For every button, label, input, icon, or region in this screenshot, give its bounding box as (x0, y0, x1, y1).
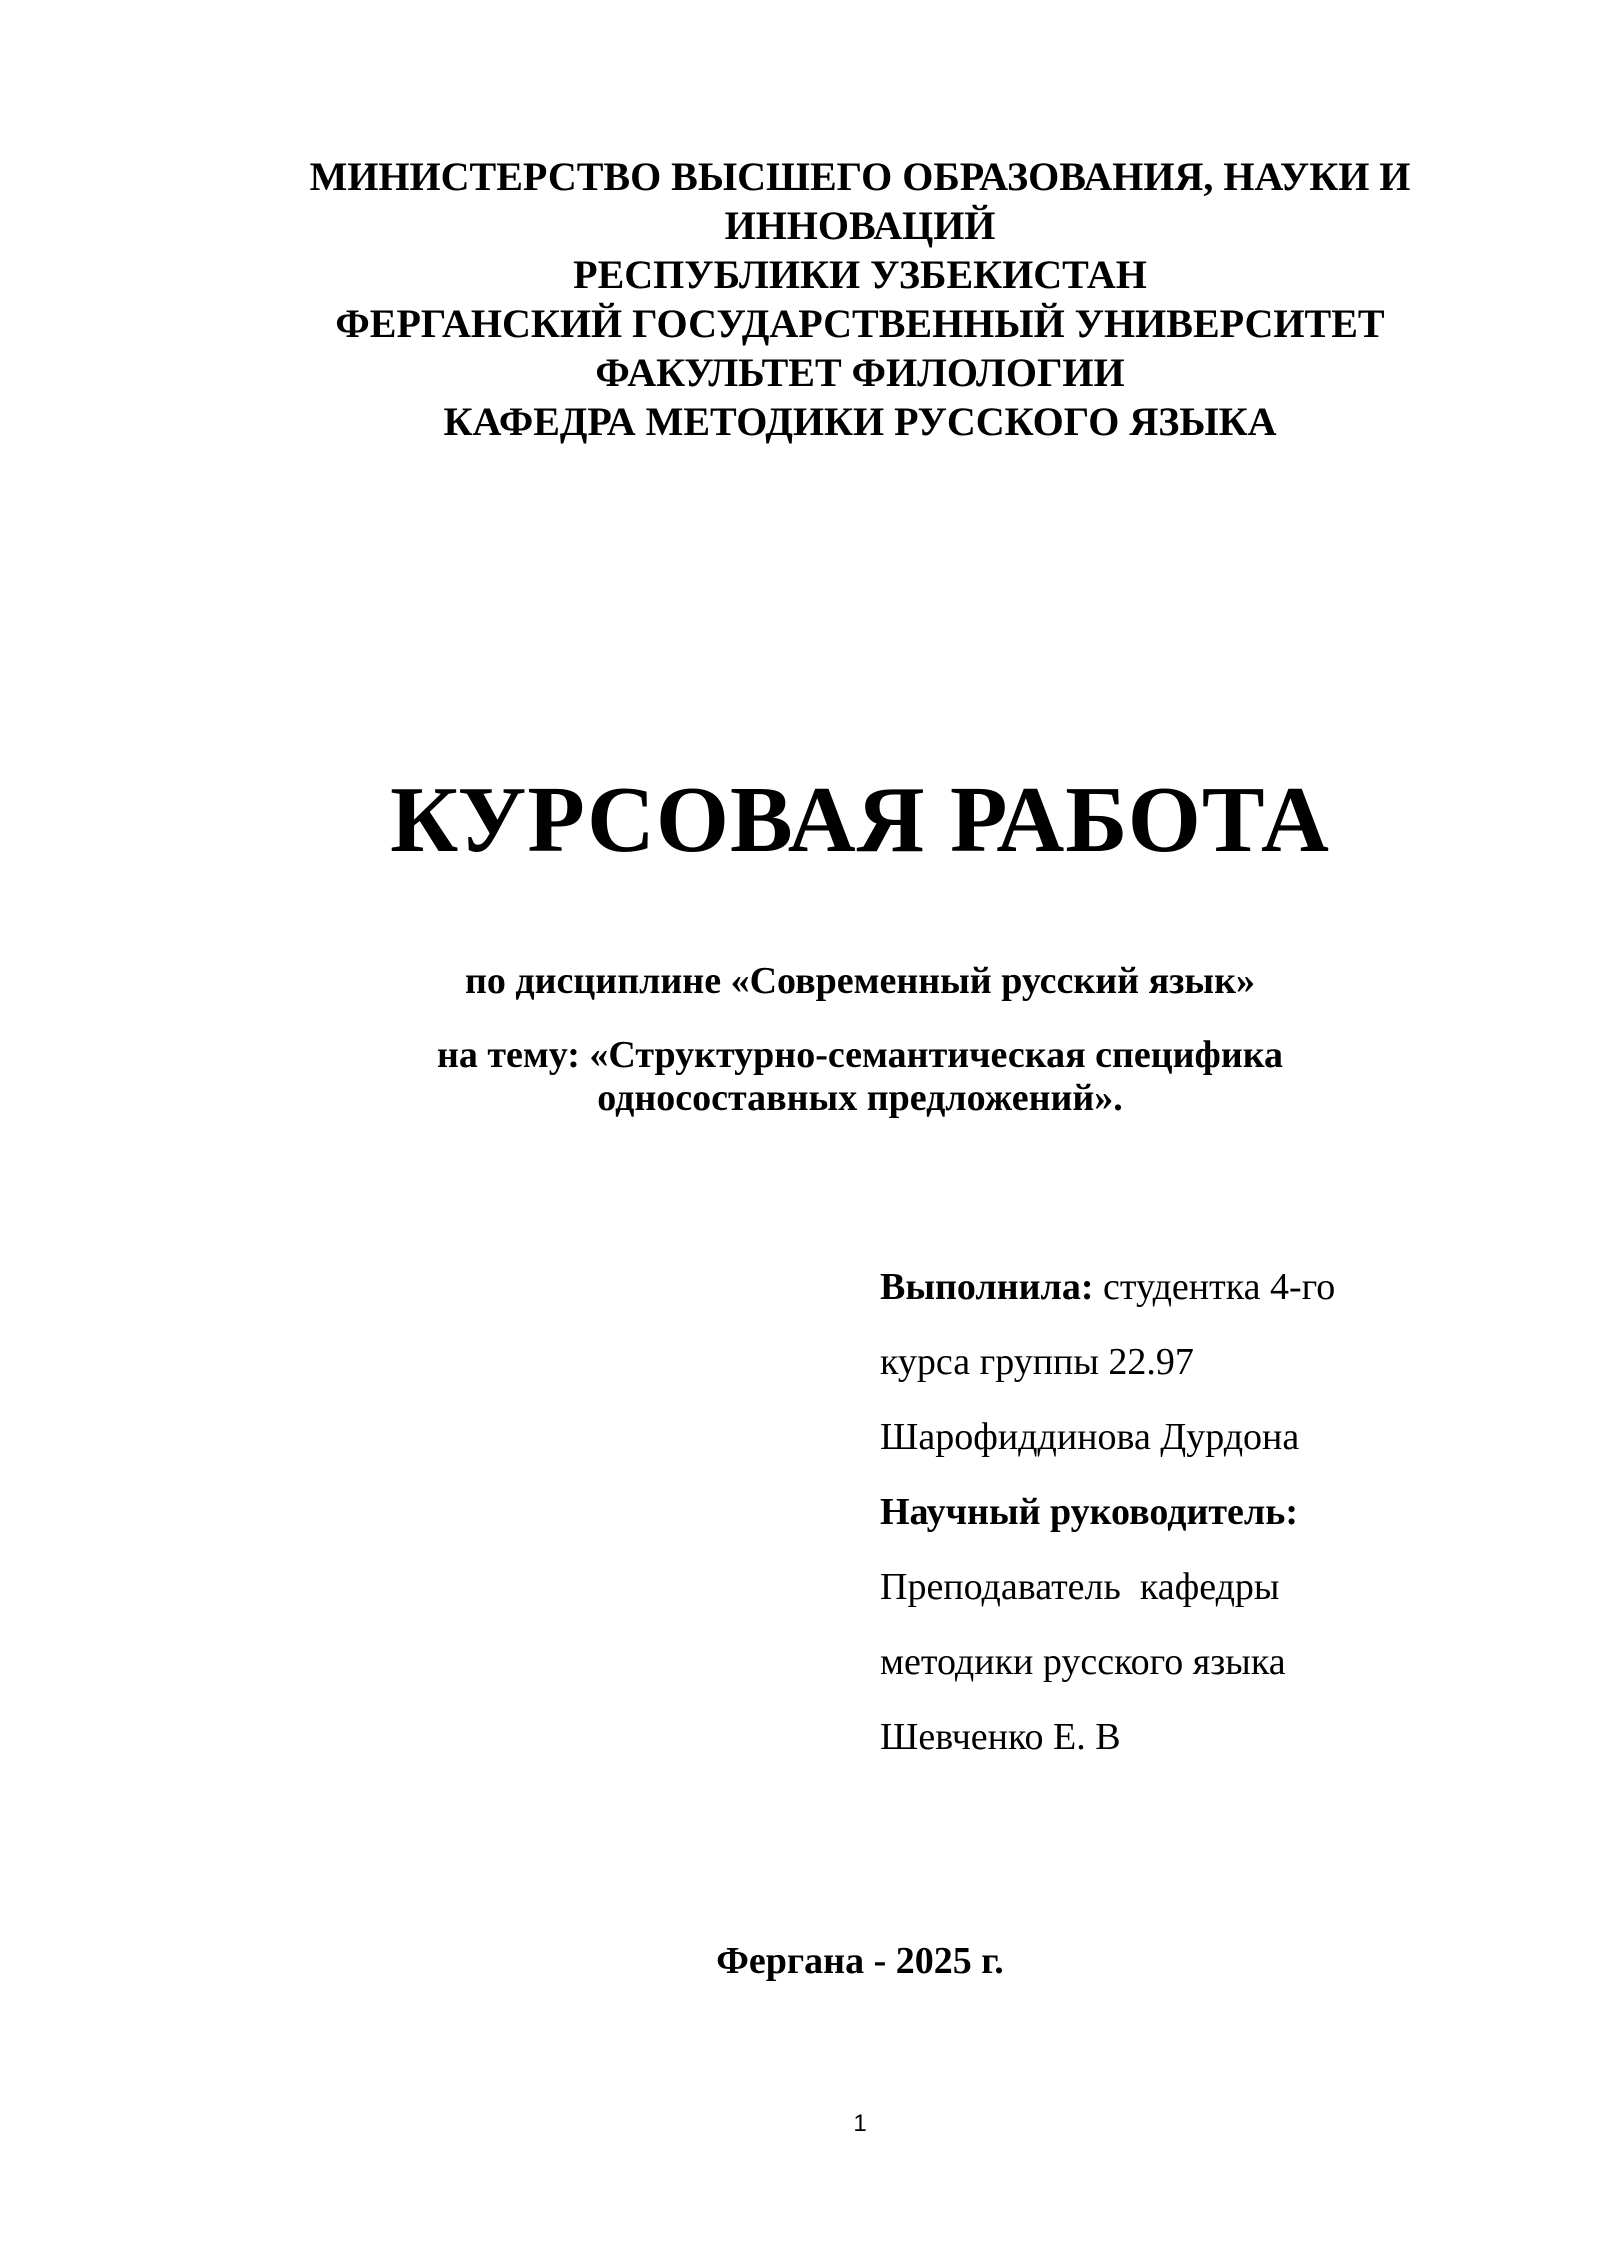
supervisor-label: Научный руководитель: (880, 1491, 1298, 1533)
ministry-header (230, 152, 1490, 446)
header-line-department: КАФЕДРА МЕТОДИКИ РУССКОГО ЯЗЫКА (443, 399, 1277, 444)
header-line-faculty: ФАКУЛЬТЕТ ФИЛОЛОГИИ (595, 350, 1125, 395)
header-line-ministry: МИНИСТЕРСТВО ВЫСШЕГО ОБРАЗОВАНИЯ, НАУКИ И (309, 154, 1411, 199)
author-info-block (880, 1250, 1480, 1775)
header-line-innovations: ИННОВАЦИЙ (724, 203, 996, 248)
document-title: КУРСОВАЯ РАБОТА (390, 768, 1330, 872)
topic-line-2: односоставных предложений». (597, 1077, 1123, 1119)
page-number: 1 (853, 2110, 867, 2137)
header-line-university: ФЕРГАНСКИЙ ГОСУДАРСТВЕННЫЙ УНИВЕРСИТЕТ (335, 301, 1385, 346)
author-group: курса группы 22.97 (880, 1341, 1194, 1383)
author-name: Шарофиддинова Дурдона (880, 1416, 1300, 1458)
supervisor-department: методики русского языка (880, 1641, 1286, 1683)
author-role: студентка 4-го (1093, 1266, 1336, 1308)
header-line-republic: РЕСПУБЛИКИ УЗБЕКИСТАН (573, 252, 1147, 297)
city-year: Фергана - 2025 г. (716, 1940, 1004, 1982)
author-label: Выполнила: (880, 1266, 1094, 1308)
supervisor-position: Преподаватель кафедры (880, 1566, 1280, 1608)
discipline-line: по дисциплине «Современный русский язык» (465, 960, 1255, 1002)
author-line (880, 1250, 1480, 1325)
supervisor-name: Шевченко Е. В (880, 1716, 1121, 1758)
topic-line-1: на тему: «Структурно-семантическая специфика (436, 1034, 1284, 1076)
topic-block (230, 1034, 1490, 1120)
